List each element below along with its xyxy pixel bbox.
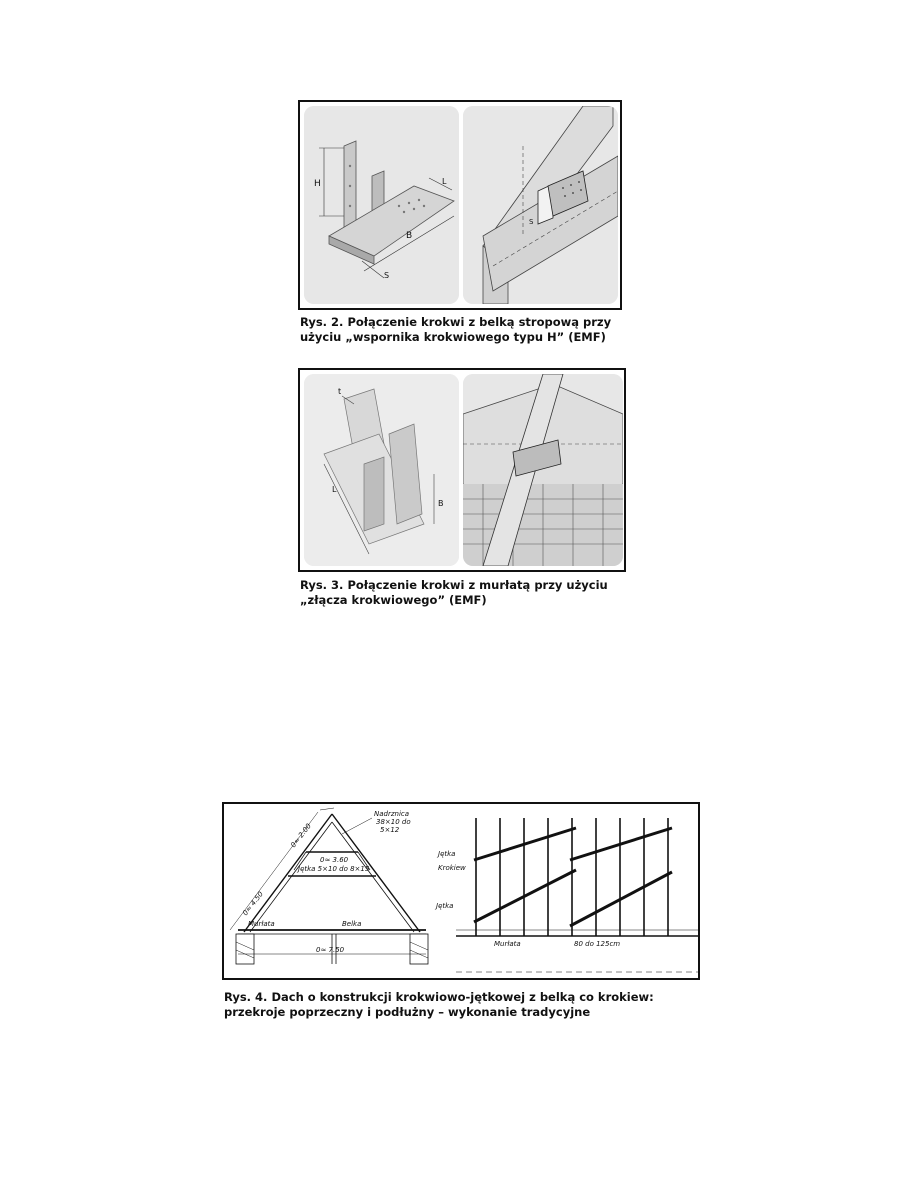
- figure-2-right-panel: [463, 106, 618, 304]
- label-t: t: [338, 387, 342, 396]
- naroznica-label: Nadrznica: [374, 810, 410, 818]
- longitudinal-section: [456, 818, 698, 972]
- dim-left-label: 0≈ 4.50: [241, 890, 265, 918]
- figure-2-caption-text: Połączenie krokwi z belką stropową przy użyciu „wspornika krokwiowego typu H” (EMF): [300, 315, 612, 344]
- label-s: S: [384, 271, 390, 280]
- figure-2-number: Rys. 2.: [300, 315, 344, 329]
- dim-jetka-label: 0≈ 3.60: [320, 856, 349, 864]
- figure-3-right-panel: [463, 374, 623, 566]
- figure-4: [222, 802, 700, 980]
- figure-2: [298, 100, 622, 310]
- figure-4-caption-text: Dach o konstrukcji krokwiowo-jętkowej z belką co krokiew: przekroje poprzeczny i podłużny – wykonanie tradycyjne: [224, 990, 654, 1019]
- label-l: L: [332, 485, 337, 494]
- figure-3-left-panel: [304, 374, 459, 566]
- jetka-right-label: Jętka: [438, 850, 456, 858]
- wall-plate-joint-drawing: [463, 374, 623, 566]
- figure-3-number: Rys. 3.: [300, 578, 344, 592]
- naroznica-dim2-label: 5×12: [380, 826, 400, 834]
- jetka-low-label: Jętka: [436, 902, 454, 910]
- figure-4-caption: [224, 990, 700, 1020]
- murlata-right-label: Murłata: [494, 940, 521, 948]
- figure-3-caption: [300, 578, 630, 608]
- bracket-h-drawing: [304, 106, 459, 304]
- label-b: B: [438, 499, 444, 508]
- figure-2-caption: [300, 315, 620, 345]
- label-h: H: [314, 179, 321, 189]
- jetka-dim-label: Jętka 5×10 do 8×15: [298, 865, 370, 873]
- rafter-connector-drawing: [304, 374, 459, 566]
- label-b: B: [406, 231, 413, 241]
- krokiew-label: Krokiew: [438, 864, 466, 872]
- roof-cross-section-drawing: [224, 804, 698, 978]
- label-small-s: S: [529, 218, 534, 226]
- figure-3-caption-text: Połączenie krokwi z murłatą przy użyciu „złącza krokwiowego” (EMF): [300, 578, 608, 607]
- figure-3: [298, 368, 626, 572]
- label-l: L: [442, 177, 447, 186]
- figure-4-number: Rys. 4.: [224, 990, 268, 1004]
- naroznica-dim1-label: 38×10 do: [376, 818, 411, 826]
- dim-bottom-label: 0≈ 7.50: [316, 946, 345, 954]
- belka-label: Belka: [342, 920, 362, 928]
- figure-2-left-panel: [304, 106, 459, 304]
- rafter-joint-drawing: [463, 106, 618, 304]
- dim-top-label: 0≈ 2.00: [289, 822, 313, 850]
- murlata-left-label: Murłata: [248, 920, 275, 928]
- spacing-label: 80 do 125cm: [574, 940, 621, 948]
